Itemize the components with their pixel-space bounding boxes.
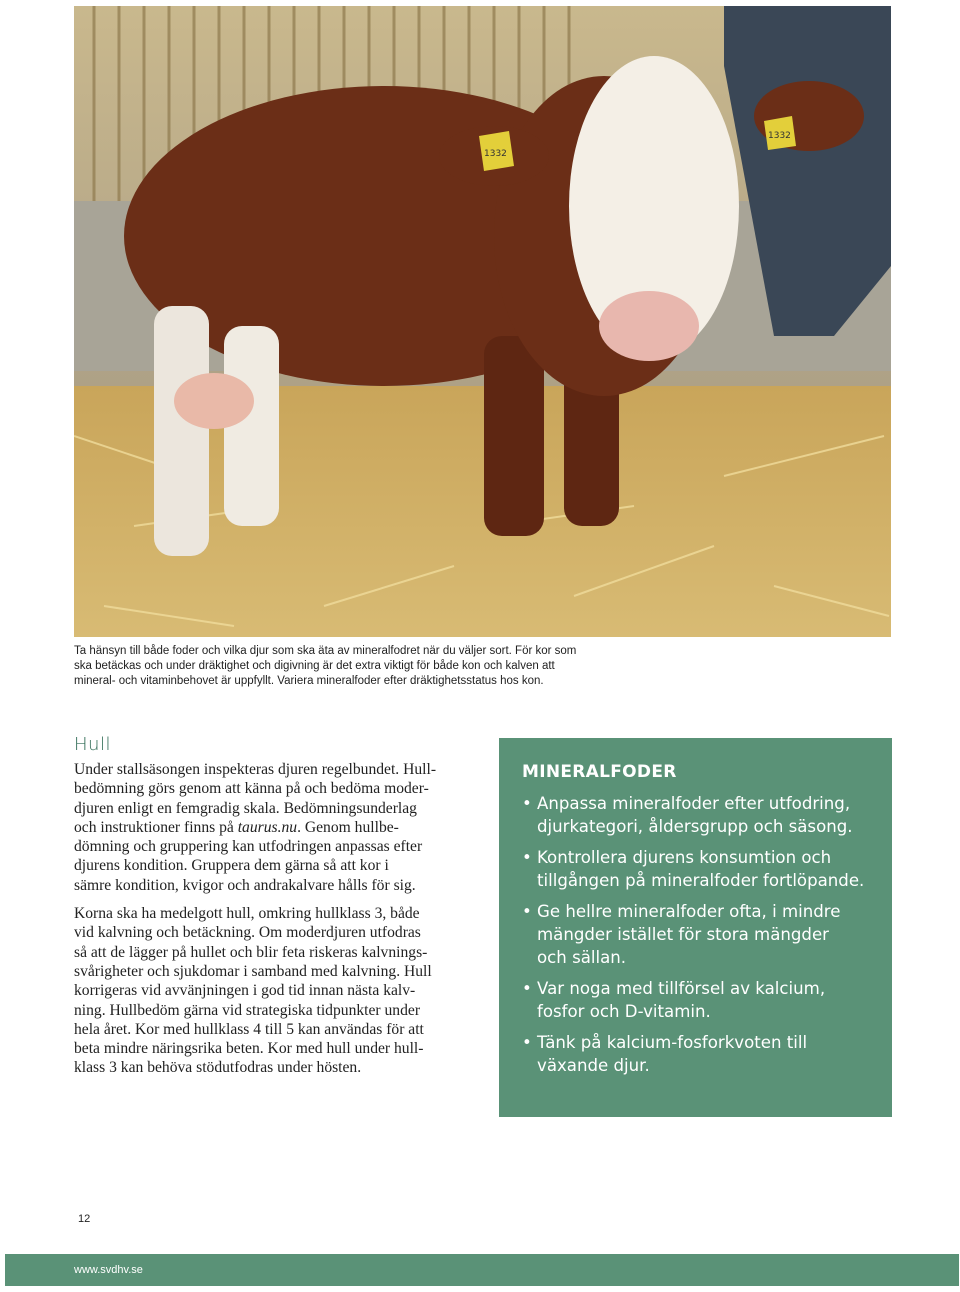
photo-caption xyxy=(74,644,654,689)
footer-url[interactable]: www.svdhv.se xyxy=(74,1264,143,1276)
cow-photo xyxy=(74,6,891,637)
body-paragraph xyxy=(74,760,466,895)
page-number: 12 xyxy=(78,1213,91,1225)
caption-line: Ta hänsyn till både foder och vilka djur som ska äta av mineralfodret när du väljer sort. För kor som xyxy=(74,645,577,657)
caption-line: ska betäckas och under dräktighet och digivning är det extra viktigt för både kon och kalven att xyxy=(74,660,555,672)
infobox-item: • Var noga med tillförsel av kalcium, fosfor och D-vitamin. xyxy=(522,977,870,1023)
body-text xyxy=(74,760,466,1087)
infobox-item: • Tänk på kalcium-fosforkvoten till växande djur. xyxy=(522,1031,870,1077)
caption-line: mineral- och vitaminbehovet är uppfyllt. Variera mineralfoder efter dräktighetsstatus hos kon. xyxy=(74,675,544,687)
infobox-list xyxy=(522,792,870,1077)
infobox-title: MINERALFODER xyxy=(522,762,677,782)
ear-tag-left-text: 1332 xyxy=(484,149,507,159)
infobox-item: • Ge hellre mineralfoder ofta, i mindre mängder istället för stora mängder och sällan. xyxy=(522,900,870,969)
section-heading-hull: Hull xyxy=(74,734,111,755)
mineralfoder-infobox xyxy=(499,738,892,1117)
body-paragraph: Korna ska ha medelgott hull, omkring hullklass 3, både vid kalvning och betäckning. Om moderdjuren utfodras så att de lägger på hullet och blir feta riskeras kalvnings- svårigheter och sjukdomar i samband med kalvning. Hull korrigeras vid avvänjningen i god tid innan nästa kalv- ning. Hullbedöm gärna vid strategiska tidpunkter under hela året. Kor med hullklass 4 till 5 kan användas för att beta mindre näringsrika beten. Kor med hull under hull- klass 3 kan behöva stödutfodras under hösten. xyxy=(74,905,432,1077)
paragraph-text: Under stallsäsongen inspekteras djuren regelbundet. Hull- bedömning görs genom att känna på och bedöma moder- djuren enligt en femgradig skala. Bedömningsunderlag och instruktioner finns på xyxy=(74,761,437,836)
paragraph-text: . Genom hullbe- dömning och gruppering kan utfodringen anpassas efter djurens kondition. Gruppera dem gärna så att kor i sämre kondition, kvigor och andrakalvare hålls för sig. xyxy=(74,818,423,894)
infobox-item: • Anpassa mineralfoder efter utfodring, djurkategori, åldersgrupp och säsong. xyxy=(522,792,870,838)
cow-photo-illustration xyxy=(74,6,891,637)
infobox-item: • Kontrollera djurens konsumtion och tillgången på mineralfoder fortlöpande. xyxy=(522,846,870,892)
taurus-link-text: taurus.nu xyxy=(237,818,298,836)
footer-bar xyxy=(5,1254,959,1286)
ear-tag-right-text: 1332 xyxy=(768,131,791,141)
